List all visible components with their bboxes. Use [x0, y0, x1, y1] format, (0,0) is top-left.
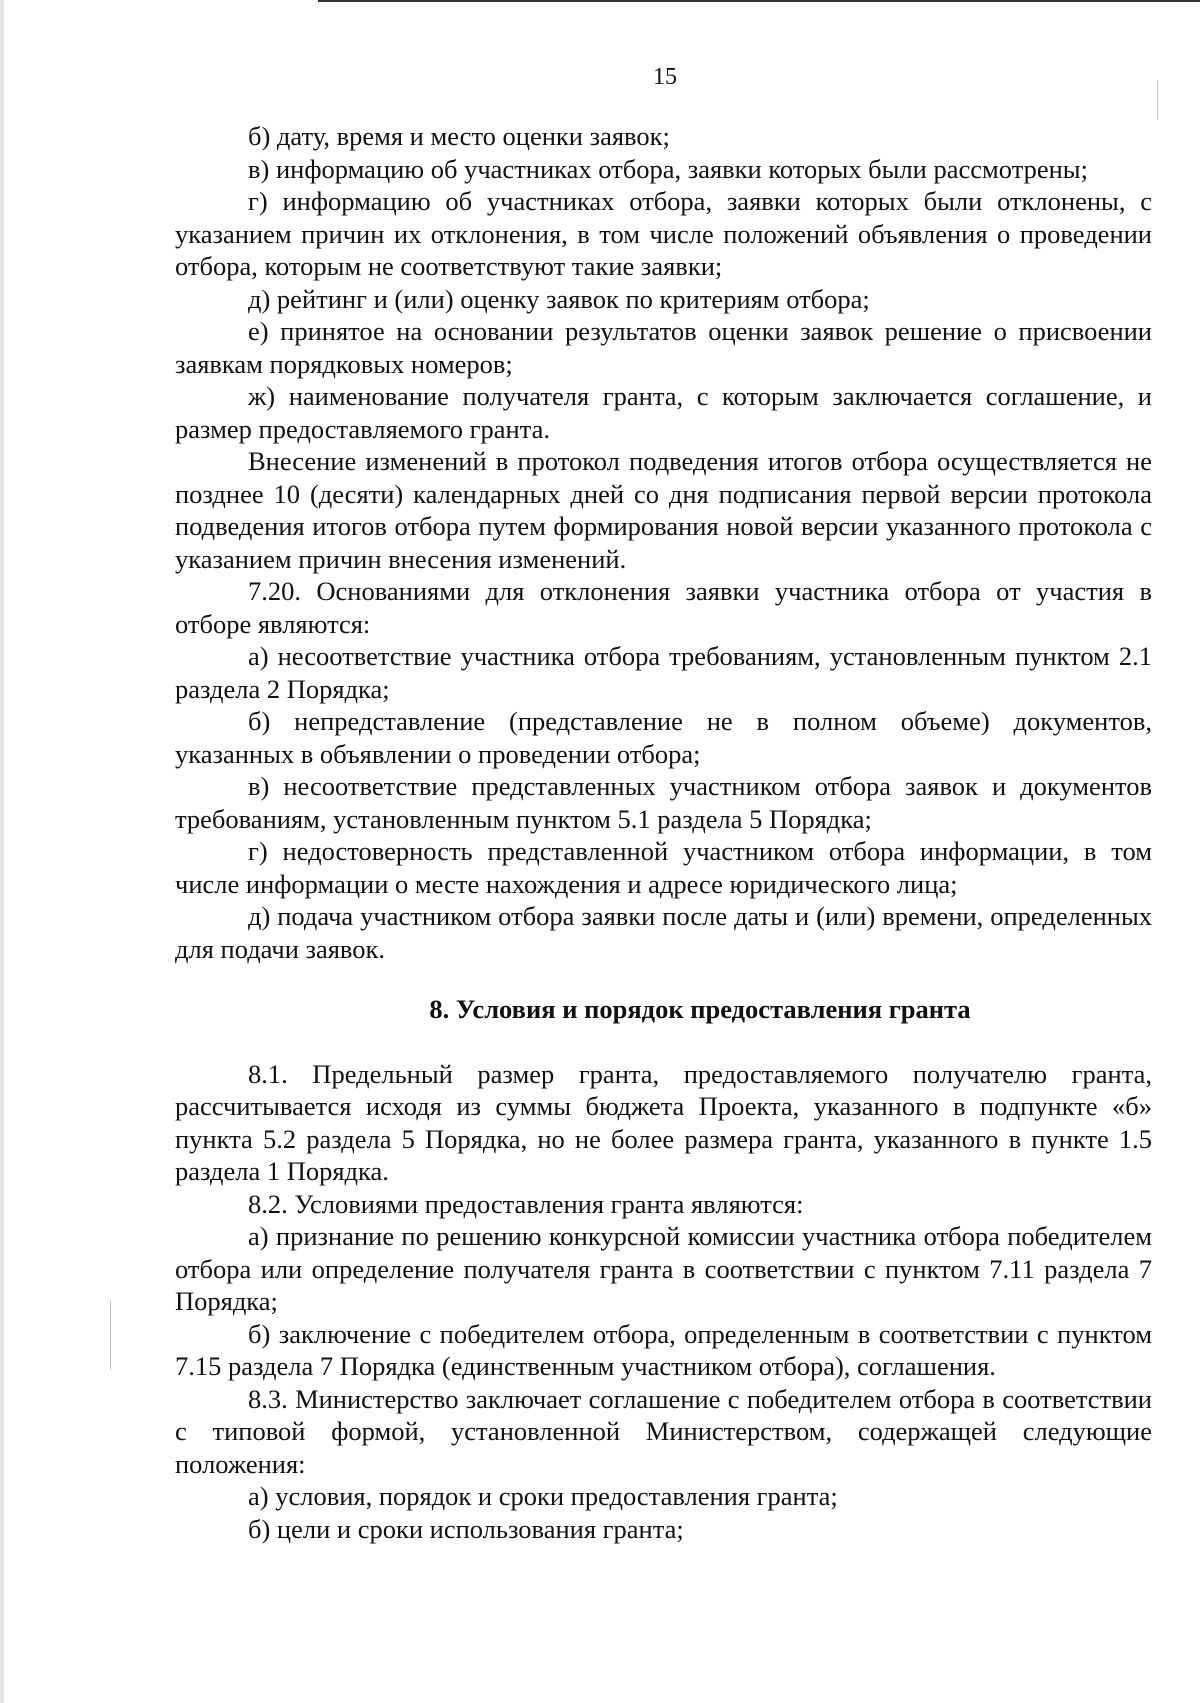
- paragraph: а) признание по решению конкурсной комиссии участника отбора победителем отбора или определение получателя гранта в соответствии с пунктом 7.11 раздела 7 Порядка;: [175, 1221, 1152, 1316]
- paragraph: д) рейтинг и (или) оценку заявок по критериям отбора;: [248, 283, 870, 314]
- paragraph: б) непредставление (представление не в полном объеме) документов, указанных в объявлении о проведении отбора;: [175, 706, 1152, 769]
- paragraph: ж) наименование получателя гранта, с которым заключается соглашение, и размер предоставляемого гранта.: [175, 381, 1152, 444]
- paragraph: Внесение изменений в протокол подведения итогов отбора осуществляется не позднее 10 (десяти) календарных дней со дня подписания первой версии протокола подведения итогов отбора путем формирования новой версии указанного протокола с указанием причин внесения изменений.: [175, 446, 1152, 574]
- page-number: 15: [653, 64, 677, 90]
- paragraph: 8.2. Условиями предоставления гранта являются:: [248, 1188, 804, 1219]
- section-heading: 8. Условия и порядок предоставления гранта: [429, 994, 971, 1024]
- document-body: [175, 120, 1152, 1545]
- paragraph: б) заключение с победителем отбора, определенным в соответствии с пунктом 7.15 раздела 7 Порядка (единственным участником отбора), соглашения.: [175, 1318, 1152, 1381]
- paragraph: 8.1. Предельный размер гранта, предоставляемого получателю гранта, рассчитывается исходя из суммы бюджета Проекта, указанного в подпункте «б» пункта 5.2 раздела 5 Порядка, но не более размера гранта, указанного в пункте 1.5 раздела 1 Порядка.: [175, 1058, 1152, 1186]
- paragraph: а) условия, порядок и сроки предоставления гранта;: [248, 1481, 838, 1511]
- paragraph: б) цели и сроки использования гранта;: [248, 1513, 684, 1544]
- paragraph: г) недостоверность представленной участником отбора информации, в том числе информации о месте нахождения и адресе юридического лица;: [175, 836, 1152, 899]
- scan-edge: [0, 0, 4, 1703]
- paragraph: 7.20. Основаниями для отклонения заявки участника отбора от участия в отборе являются:: [175, 576, 1152, 639]
- paragraph: г) информацию об участниках отбора, заявки которых были отклонены, с указанием причин их отклонения, в том числе положений объявления о проведении отбора, которым не соответствуют такие заявки;: [175, 186, 1152, 281]
- paragraph: в) несоответствие представленных участником отбора заявок и документов требованиям, установленным пунктом 5.1 раздела 5 Порядка;: [175, 771, 1152, 834]
- paragraph: д) подача участником отбора заявки после даты и (или) времени, определенных для подачи заявок.: [175, 901, 1152, 964]
- paragraph: б) дату, время и место оценки заявок;: [248, 121, 670, 151]
- paragraph: а) несоответствие участника отбора требованиям, установленным пунктом 2.1 раздела 2 Порядка;: [175, 641, 1152, 704]
- scan-mark: [110, 1300, 111, 1370]
- paragraph: в) информацию об участниках отбора, заявки которых были рассмотрены;: [248, 153, 1088, 184]
- paragraph: 8.3. Министерство заключает соглашение с победителем отбора в соответствии с типовой формой, установленной Министерством, содержащей следующие положения:: [175, 1383, 1152, 1479]
- scan-top-line: [318, 0, 1200, 2]
- paragraph: е) принятое на основании результатов оценки заявок решение о присвоении заявкам порядковых номеров;: [175, 316, 1152, 379]
